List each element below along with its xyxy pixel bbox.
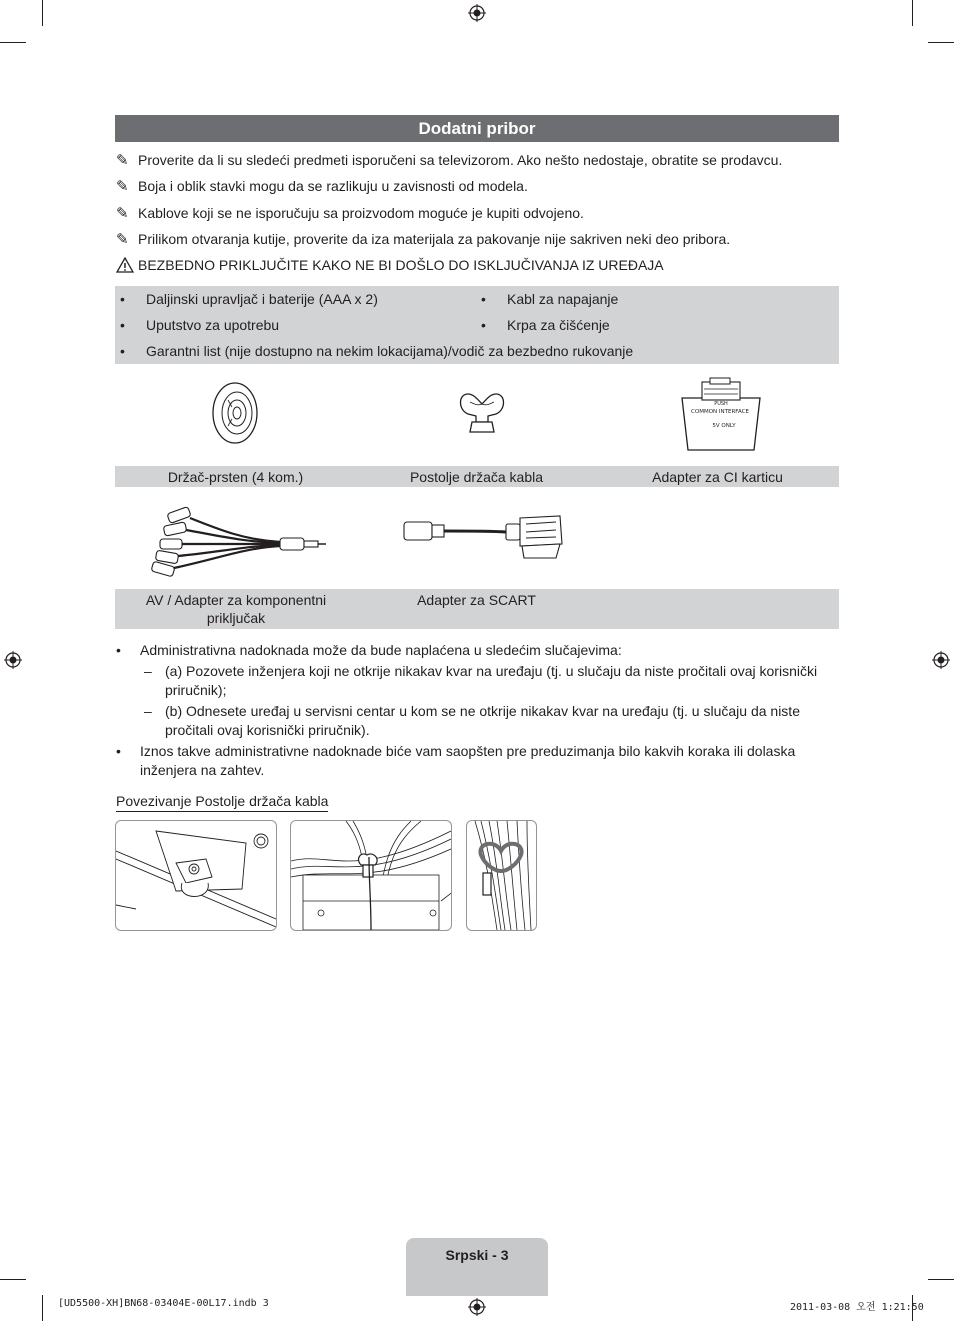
- list-item: • Daljinski upravljač i baterije (AAA x 2): [120, 291, 378, 307]
- pen-note-icon: ✎: [116, 152, 129, 169]
- registration-mark-icon: [4, 651, 22, 669]
- list-item: – (b) Odnesete uređaj u servisni centar u kom se ne otkrije nikakav kvar na uređaju (tj. u slučaju da niste pročitali ovaj korisnički priručnik).: [144, 702, 836, 740]
- crop-mark: [928, 42, 954, 43]
- note-text: Prilikom otvaranja kutije, proverite da iza materijala za pakovanje nije sakriven neki deo pribora.: [138, 231, 731, 247]
- warning-text: BEZBEDNO PRIKLJUČITE KAKO NE BI DOŠLO DO ISKLJUČIVANJA IZ UREĐAJA: [138, 257, 664, 273]
- cable-stand-illustration: [290, 820, 452, 931]
- accessory-caption: Adapter za SCART: [417, 592, 536, 608]
- connection-heading: Povezivanje Postolje držača kabla: [116, 792, 328, 812]
- warning-line: [116, 256, 664, 274]
- cable-holder-detail: [466, 820, 537, 931]
- stand-illustration: [115, 820, 277, 931]
- pen-note-icon: ✎: [116, 178, 129, 195]
- pen-note-icon: ✎: [116, 231, 129, 248]
- ci-push-label: PUSH: [714, 401, 728, 407]
- list-item: • Administrativna nadoknada može da bude naplaćena u sledećim slučajevima:: [116, 641, 836, 660]
- admin-case-b: (b) Odnesete uređaj u servisni centar u kom se ne otkrije nikakav kvar na uređaju (tj. u slučaju da niste pročitali ovaj korisnički priručnik).: [165, 703, 800, 738]
- admin-intro: Administrativna nadoknada može da bude naplaćena u sledećim slučajevima:: [140, 642, 622, 658]
- scart-adapter-icon: [400, 510, 566, 564]
- crop-mark: [912, 0, 913, 26]
- crop-mark: [42, 0, 43, 26]
- admin-case-a: (a) Pozovete inženjera koji ne otkrije nikakav kvar na uređaju (tj. u slučaju da niste pročitali ovaj korisnički priručnik);: [165, 663, 818, 698]
- note-text: Proverite da li su sledeći predmeti isporučeni sa televizorom. Ako nešto nedostaje, obratite se prodavcu.: [138, 152, 783, 168]
- cable-holder-stand-icon: [454, 388, 510, 438]
- note-item: [116, 151, 782, 170]
- print-date-info: 2011-03-08 오전 1:21:50: [790, 1302, 924, 1313]
- ci-volt-label: 5V ONLY: [712, 423, 736, 429]
- accessory-caption: Držač-prsten (4 kom.): [167, 469, 304, 485]
- note-item: [116, 204, 584, 223]
- note-text: Boja i oblik stavki mogu da se razlikuju u zavisnosti od modela.: [138, 178, 528, 194]
- accessory-caption: Postolje držača kabla: [409, 469, 544, 485]
- note-item: [116, 177, 528, 196]
- list-item: • Uputstvo za upotrebu: [120, 317, 280, 333]
- note-item: [116, 230, 730, 249]
- registration-mark-icon: [468, 4, 486, 22]
- ci-interface-label: COMMON INTERFACE: [691, 409, 749, 415]
- accessory-caption: Adapter za CI karticu: [652, 469, 783, 485]
- print-file-info: [UD5500-XH]BN68-03404E-00L17.indb 3: [58, 1298, 269, 1309]
- tv-stand-illustration: [116, 821, 276, 930]
- warning-triangle-icon: [116, 257, 134, 273]
- crop-mark: [42, 1295, 43, 1321]
- list-item: • Kabl za napajanje: [481, 291, 619, 307]
- cable-routing-illustration: [291, 821, 451, 930]
- ci-card-adapter-icon: [674, 376, 768, 454]
- page-number-tab: Srpski - 3: [406, 1238, 548, 1296]
- list-item: • Krpa za čišćenje: [481, 317, 610, 333]
- list-item: • Garantni list (nije dostupno na nekim lokacijama)/vodič za bezbedno rukovanje: [120, 343, 634, 359]
- admin-notice: Iznos takve administrativne nadoknade biće vam saopšten pre preduzimanja bilo kakvih koraka ili dolaska inženjera na zahtev.: [140, 743, 796, 778]
- registration-mark-icon: [468, 1298, 486, 1316]
- list-item: • Iznos takve administrativne nadoknade biće vam saopšten pre preduzimanja bilo kakvih koraka ili dolaska inženjera na zahtev.: [116, 742, 836, 780]
- crop-mark: [0, 42, 26, 43]
- crop-mark: [928, 1279, 954, 1280]
- registration-mark-icon: [932, 651, 950, 669]
- crop-mark: [0, 1279, 26, 1280]
- pen-note-icon: ✎: [116, 205, 129, 222]
- cable-bundle-illustration: [467, 821, 536, 930]
- holder-ring-icon: [206, 380, 264, 446]
- list-item: – (a) Pozovete inženjera koji ne otkrije nikakav kvar na uređaju (tj. u slučaju da niste pročitali ovaj korisnički priručnik);: [144, 662, 836, 700]
- av-component-adapter-icon: [150, 500, 328, 580]
- section-title: Dodatni pribor: [115, 115, 839, 142]
- note-text: Kablove koji se ne isporučuju sa proizvodom moguće je kupiti odvojeno.: [138, 205, 584, 221]
- accessory-caption: AV / Adapter za komponentni priključak: [145, 592, 327, 626]
